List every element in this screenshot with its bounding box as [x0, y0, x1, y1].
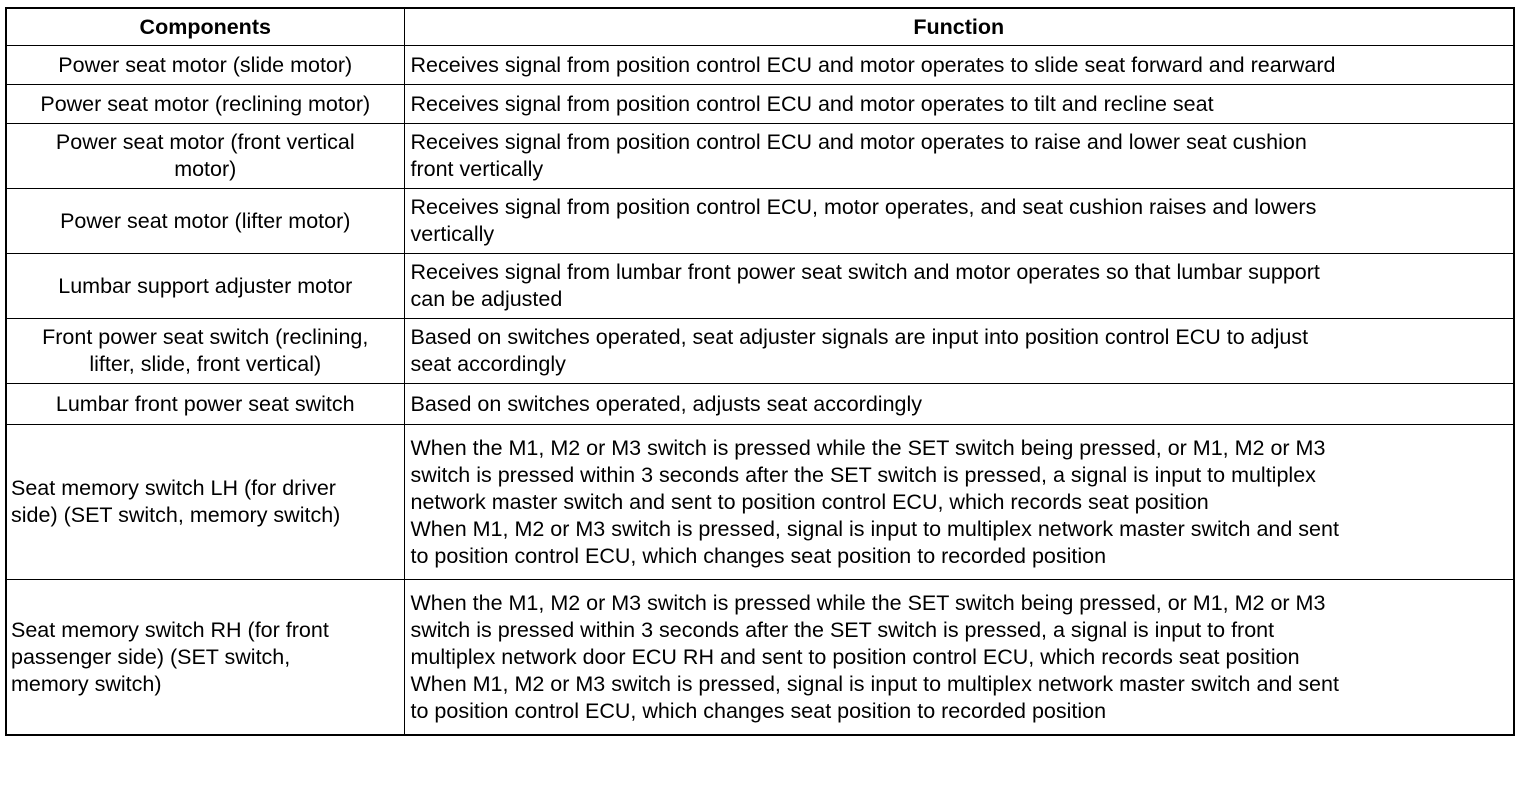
- table-row: [6, 85, 1514, 124]
- function-text: to position control ECU, which changes seat position to recorded position: [410, 698, 1107, 723]
- component-text: motor): [174, 157, 237, 181]
- component-text: Front power seat switch (reclining,: [42, 325, 369, 349]
- component-text: Seat memory switch LH (for driver: [11, 476, 336, 500]
- function-cell: [404, 425, 1514, 580]
- header-function: Function: [404, 8, 1514, 46]
- function-text: Receives signal from lumbar front power seat switch and motor operates so that lumbar support: [410, 260, 1320, 284]
- function-text: vertically: [410, 222, 495, 246]
- function-text: network master switch and sent to position control ECU, which records seat position: [410, 489, 1209, 514]
- component-text: lifter, slide, front vertical): [89, 352, 322, 376]
- function-text: can be adjusted: [410, 287, 563, 311]
- function-cell: [404, 124, 1514, 189]
- function-text: Receives signal from position control ECU and motor operates to slide seat forward and rearward: [410, 52, 1336, 77]
- function-text: switch is pressed within 3 seconds after the SET switch is pressed, a signal is input to multiplex: [410, 462, 1316, 487]
- component-text: Power seat motor (slide motor): [58, 52, 353, 77]
- function-cell: [404, 85, 1514, 124]
- function-text: seat accordingly: [410, 352, 566, 376]
- table-row: [6, 384, 1514, 425]
- component-text: Power seat motor (reclining motor): [40, 91, 371, 116]
- components-function-table: [5, 7, 1515, 736]
- function-cell: [404, 384, 1514, 425]
- component-cell: [6, 46, 404, 85]
- components-function-table-wrapper: [5, 7, 1513, 736]
- function-cell: [404, 319, 1514, 384]
- function-text: Receives signal from position control ECU and motor operates to tilt and recline seat: [410, 91, 1214, 116]
- function-text: front vertically: [410, 157, 544, 181]
- component-text: side) (SET switch, memory switch): [11, 503, 341, 527]
- header-row: [6, 8, 1514, 46]
- function-text: Receives signal from position control ECU, motor operates, and seat cushion raises and lowers: [410, 195, 1317, 219]
- component-text: Lumbar front power seat switch: [55, 391, 355, 416]
- table-row: [6, 425, 1514, 580]
- function-cell: [404, 46, 1514, 85]
- component-text: Power seat motor (front vertical: [55, 130, 355, 154]
- component-cell: [6, 189, 404, 254]
- component-cell: [6, 85, 404, 124]
- function-cell: [404, 254, 1514, 319]
- table-row: [6, 189, 1514, 254]
- function-text: Receives signal from position control ECU and motor operates to raise and lower seat cushion: [410, 130, 1307, 154]
- component-cell: [6, 580, 404, 736]
- component-text: memory switch): [11, 671, 162, 696]
- table-row: [6, 254, 1514, 319]
- function-text: When M1, M2 or M3 switch is pressed, signal is input to multiplex network master switch and sent: [410, 671, 1339, 696]
- function-cell: [404, 189, 1514, 254]
- component-text: passenger side) (SET switch,: [11, 644, 291, 669]
- function-text: When the M1, M2 or M3 switch is pressed while the SET switch being pressed, or M1, M2 or M3: [410, 435, 1326, 460]
- function-text: Based on switches operated, adjusts seat accordingly: [410, 391, 923, 416]
- component-text: Seat memory switch RH (for front: [11, 617, 329, 642]
- function-text: When M1, M2 or M3 switch is pressed, signal is input to multiplex network master switch and sent: [410, 516, 1339, 541]
- table-row: [6, 580, 1514, 736]
- function-text: When the M1, M2 or M3 switch is pressed while the SET switch being pressed, or M1, M2 or M3: [410, 590, 1326, 615]
- table-row: [6, 124, 1514, 189]
- component-cell: [6, 384, 404, 425]
- header-components: Components: [6, 8, 404, 46]
- component-text: Power seat motor (lifter motor): [60, 208, 351, 233]
- function-cell: [404, 580, 1514, 736]
- component-cell: [6, 124, 404, 189]
- function-text: multiplex network door ECU RH and sent to position control ECU, which records seat position: [410, 644, 1300, 669]
- component-cell: [6, 425, 404, 580]
- function-text: to position control ECU, which changes seat position to recorded position: [410, 543, 1107, 568]
- component-cell: [6, 254, 404, 319]
- function-text: switch is pressed within 3 seconds after the SET switch is pressed, a signal is input to front: [410, 617, 1275, 642]
- table-row: [6, 319, 1514, 384]
- component-text: Lumbar support adjuster motor: [58, 273, 353, 298]
- function-text: Based on switches operated, seat adjuster signals are input into position control ECU to adjust: [410, 325, 1309, 349]
- table-row: [6, 46, 1514, 85]
- component-cell: [6, 319, 404, 384]
